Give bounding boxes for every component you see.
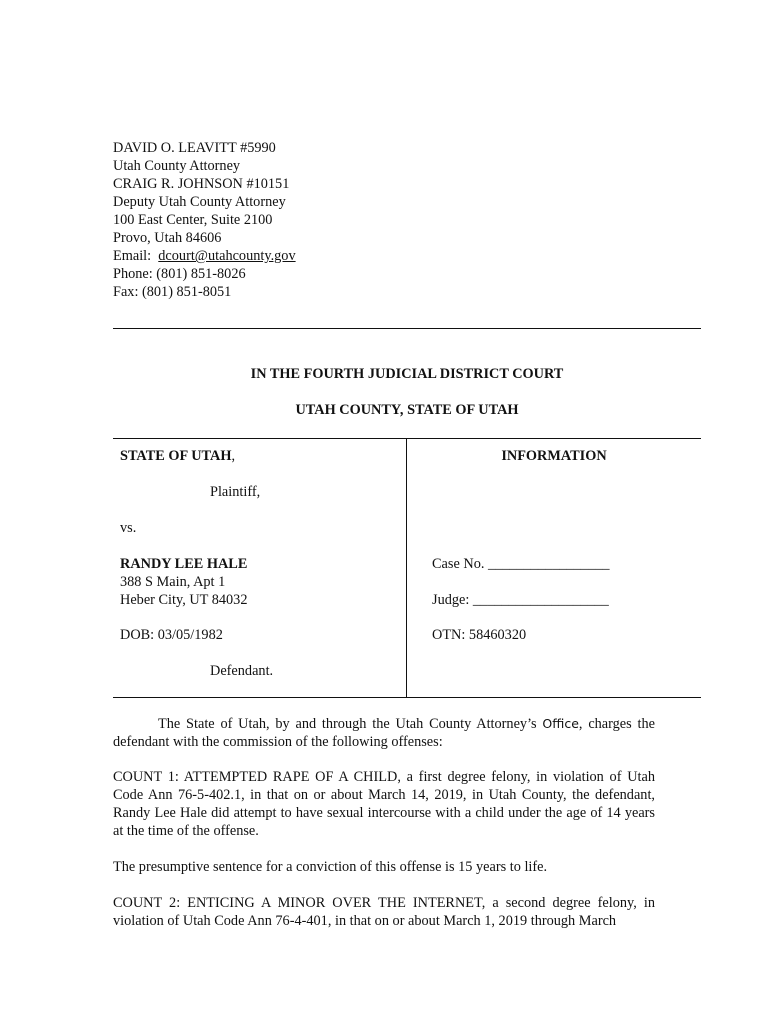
- defendant-address-street: 388 S Main, Apt 1: [120, 574, 226, 590]
- defendant-label: Defendant.: [210, 663, 274, 679]
- email-line: [113, 247, 296, 265]
- office-address-city: Provo, Utah 84606: [113, 230, 222, 246]
- case-number-field: Case No. _________________: [432, 556, 610, 572]
- count-2-paragraph: [113, 894, 655, 930]
- intro-office-word: Office: [542, 716, 579, 731]
- attorney-title-1: Utah County Attorney: [113, 158, 241, 174]
- attorney-header: [113, 139, 296, 301]
- defendant-address-city: Heber City, UT 84032: [120, 592, 248, 608]
- defendant-name: RANDY LEE HALE: [120, 556, 248, 572]
- intro-paragraph: [113, 715, 655, 751]
- phone-line: Phone: (801) 851-8026: [113, 266, 246, 282]
- plaintiff-comma: ,: [231, 448, 236, 464]
- plaintiff-name: STATE OF UTAH: [120, 448, 232, 464]
- fax-line: Fax: (801) 851-8051: [113, 284, 232, 300]
- office-address-street: 100 East Center, Suite 2100: [113, 212, 273, 228]
- defendant-dob: DOB: 03/05/1982: [120, 627, 223, 643]
- sentence-paragraph: [113, 858, 655, 876]
- court-county: UTAH COUNTY, STATE OF UTAH: [295, 402, 519, 418]
- versus-label: vs.: [120, 520, 137, 536]
- otn-field: OTN: 58460320: [432, 627, 527, 643]
- intro-text-b: , charges the defendant with the commission of the following offenses:: [113, 716, 655, 750]
- attorney-title-2: Deputy Utah County Attorney: [113, 194, 286, 210]
- count-1-text: COUNT 1: ATTEMPTED RAPE OF A CHILD, a first degree felony, in violation of Utah Code Ann 76-5-402.1, in that on or about March 14, 2019, in Utah County, the defendant, Randy Lee Hale did attempt to have sexual intercourse with a child under the age of 14 years at the time of the offense.: [113, 769, 655, 839]
- count-1-paragraph: [113, 768, 655, 840]
- attorney-name-2: CRAIG R. JOHNSON #10151: [113, 176, 290, 192]
- plaintiff-line: [120, 447, 235, 465]
- case-caption: [113, 438, 701, 698]
- court-title: IN THE FOURTH JUDICIAL DISTRICT COURT: [250, 366, 564, 382]
- intro-text-a: The State of Utah, by and through the Utah County Attorney’s: [158, 716, 543, 732]
- header-divider: [113, 328, 701, 329]
- sentence-text: The presumptive sentence for a conviction of this offense is 15 years to life.: [113, 859, 548, 875]
- plaintiff-label: Plaintiff,: [210, 484, 261, 500]
- email-label: Email:: [113, 248, 152, 264]
- count-2-text: COUNT 2: ENTICING A MINOR OVER THE INTERNET, a second degree felony, in violation of Utah Code Ann 76-4-401, in that on or about March 1, 2019 through March: [113, 895, 655, 929]
- caption-divider: [406, 439, 407, 697]
- attorney-name-1: DAVID O. LEAVITT #5990: [113, 140, 276, 156]
- email-link[interactable]: dcourt@utahcounty.gov: [158, 248, 296, 264]
- document-title: INFORMATION: [501, 448, 607, 464]
- judge-field: Judge: ___________________: [432, 592, 609, 608]
